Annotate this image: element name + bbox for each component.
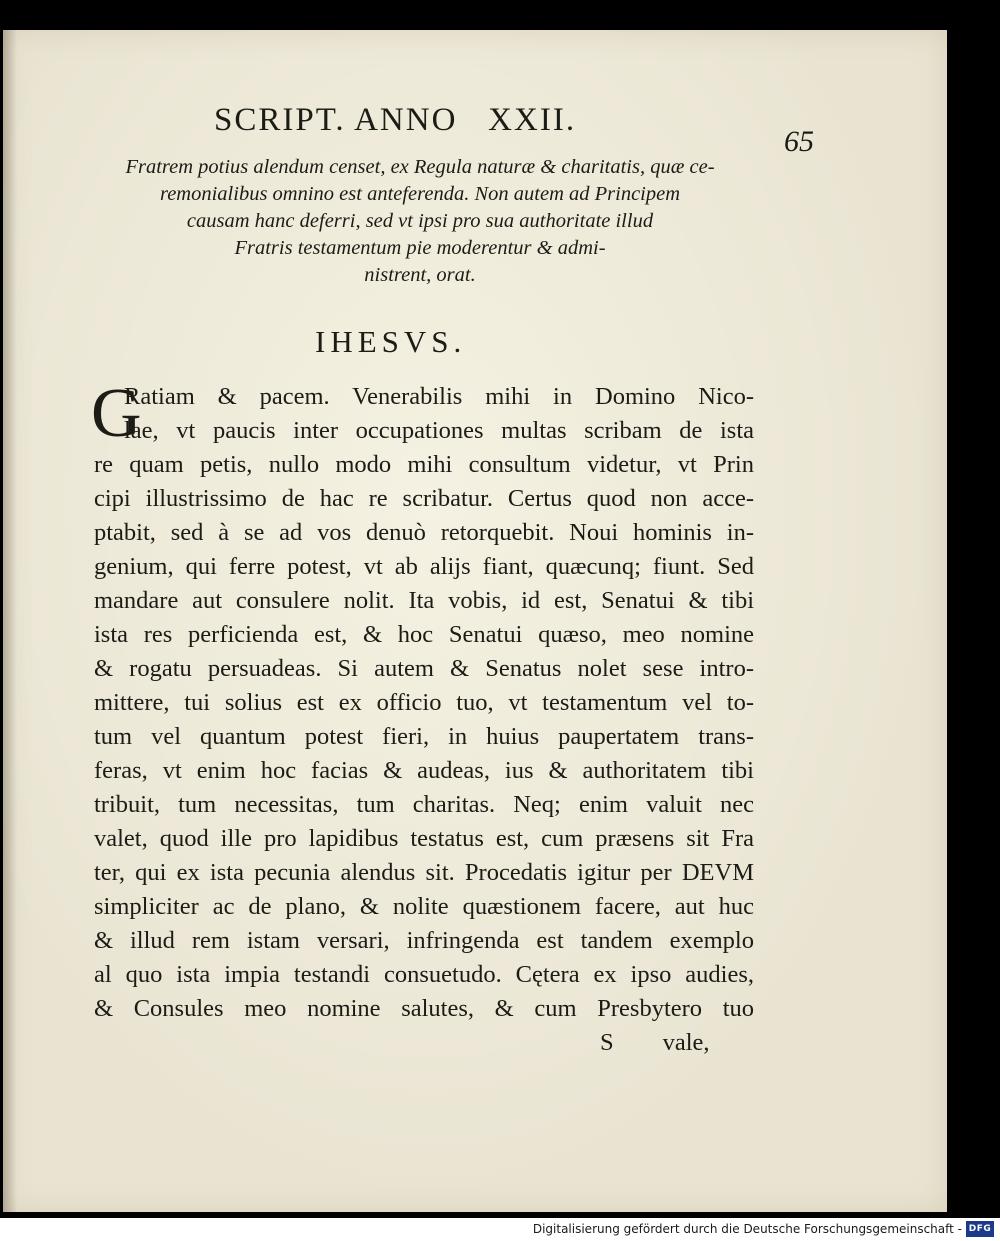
page-gutter-shadow xyxy=(3,30,17,1212)
body-line: & illud rem istam versari, infringenda est tandem exemplo xyxy=(94,927,754,954)
body-line: feras, vt enim hoc facias & audeas, ius & authoritatem tibi xyxy=(94,757,754,784)
body-line: re quam petis, nullo modo mihi consultum videtur, vt Prin xyxy=(94,451,754,478)
folio-number: 65 xyxy=(784,125,814,158)
summary-line: Fratris testamentum pie moderentur & admi- xyxy=(234,237,606,259)
letter-body xyxy=(91,375,754,1060)
body-line: Ratiam & pacem. Venerabilis mihi in Domino Nico- xyxy=(124,383,754,410)
body-line: ter, qui ex ista pecunia alendus sit. Procedatis igitur per DEVM xyxy=(94,859,754,886)
drop-initial: G xyxy=(91,375,142,452)
body-line: ptabit, sed à se ad vos denuò retorquebit. Noui hominis in- xyxy=(94,519,754,546)
body-line: tum vel quantum potest fieri, in huius paupertatem trans- xyxy=(94,723,754,750)
body-line: & Consules meo nomine salutes, & cum Presbytero tuo xyxy=(94,995,754,1022)
body-line: al quo ista impia testandi consuetudo. Cętera ex ipso audies, xyxy=(94,961,754,988)
body-line: genium, qui ferre potest, vt ab alijs fiant, quæcunq; fiunt. Sed xyxy=(94,553,754,580)
body-line: lae, vt paucis inter occupationes multas scribam de ista xyxy=(124,417,754,444)
letter-summary xyxy=(70,154,770,289)
letter-heading: IHESVS. xyxy=(315,324,467,359)
body-line: valet, quod ille pro lapidibus testatus est, cum præsens sit Fra xyxy=(94,825,754,852)
footer-bar xyxy=(0,1218,1000,1241)
summary-line: nistrent, orat. xyxy=(364,264,476,286)
body-line: tribuit, tum necessitas, tum charitas. Neq; enim valuit nec xyxy=(94,791,754,818)
body-line: ista res perficienda est, & hoc Senatui quæso, meo nomine xyxy=(94,621,754,648)
body-line: cipi illustrissimo de hac re scribatur. Certus quod non acce- xyxy=(94,485,754,512)
summary-line: Fratrem potius alendum censet, ex Regula naturæ & charitatis, quæ ce- xyxy=(125,156,715,178)
body-line: & rogatu persuadeas. Si autem & Senatus nolet sese intro- xyxy=(94,655,754,682)
dfg-logo: DFG xyxy=(966,1221,994,1237)
closing-line: S vale, xyxy=(600,1029,710,1056)
summary-line: remonialibus omnino est anteferenda. Non autem ad Principem xyxy=(159,183,681,205)
summary-line: causam hanc deferri, sed vt ipsi pro sua authoritate illud xyxy=(186,210,654,232)
body-line: simpliciter ac de plano, & nolite quæstionem facere, aut huc xyxy=(94,893,754,920)
funding-credit: Digitalisierung gefördert durch die Deutsche Forschungsgemeinschaft - xyxy=(532,1222,962,1236)
body-line: mittere, tui solius est ex officio tuo, vt testamentum vel to- xyxy=(94,689,754,716)
running-head: SCRIPT. ANNO XXII. xyxy=(214,102,577,138)
body-line: mandare aut consulere nolit. Ita vobis, id est, Senatui & tibi xyxy=(94,587,754,614)
